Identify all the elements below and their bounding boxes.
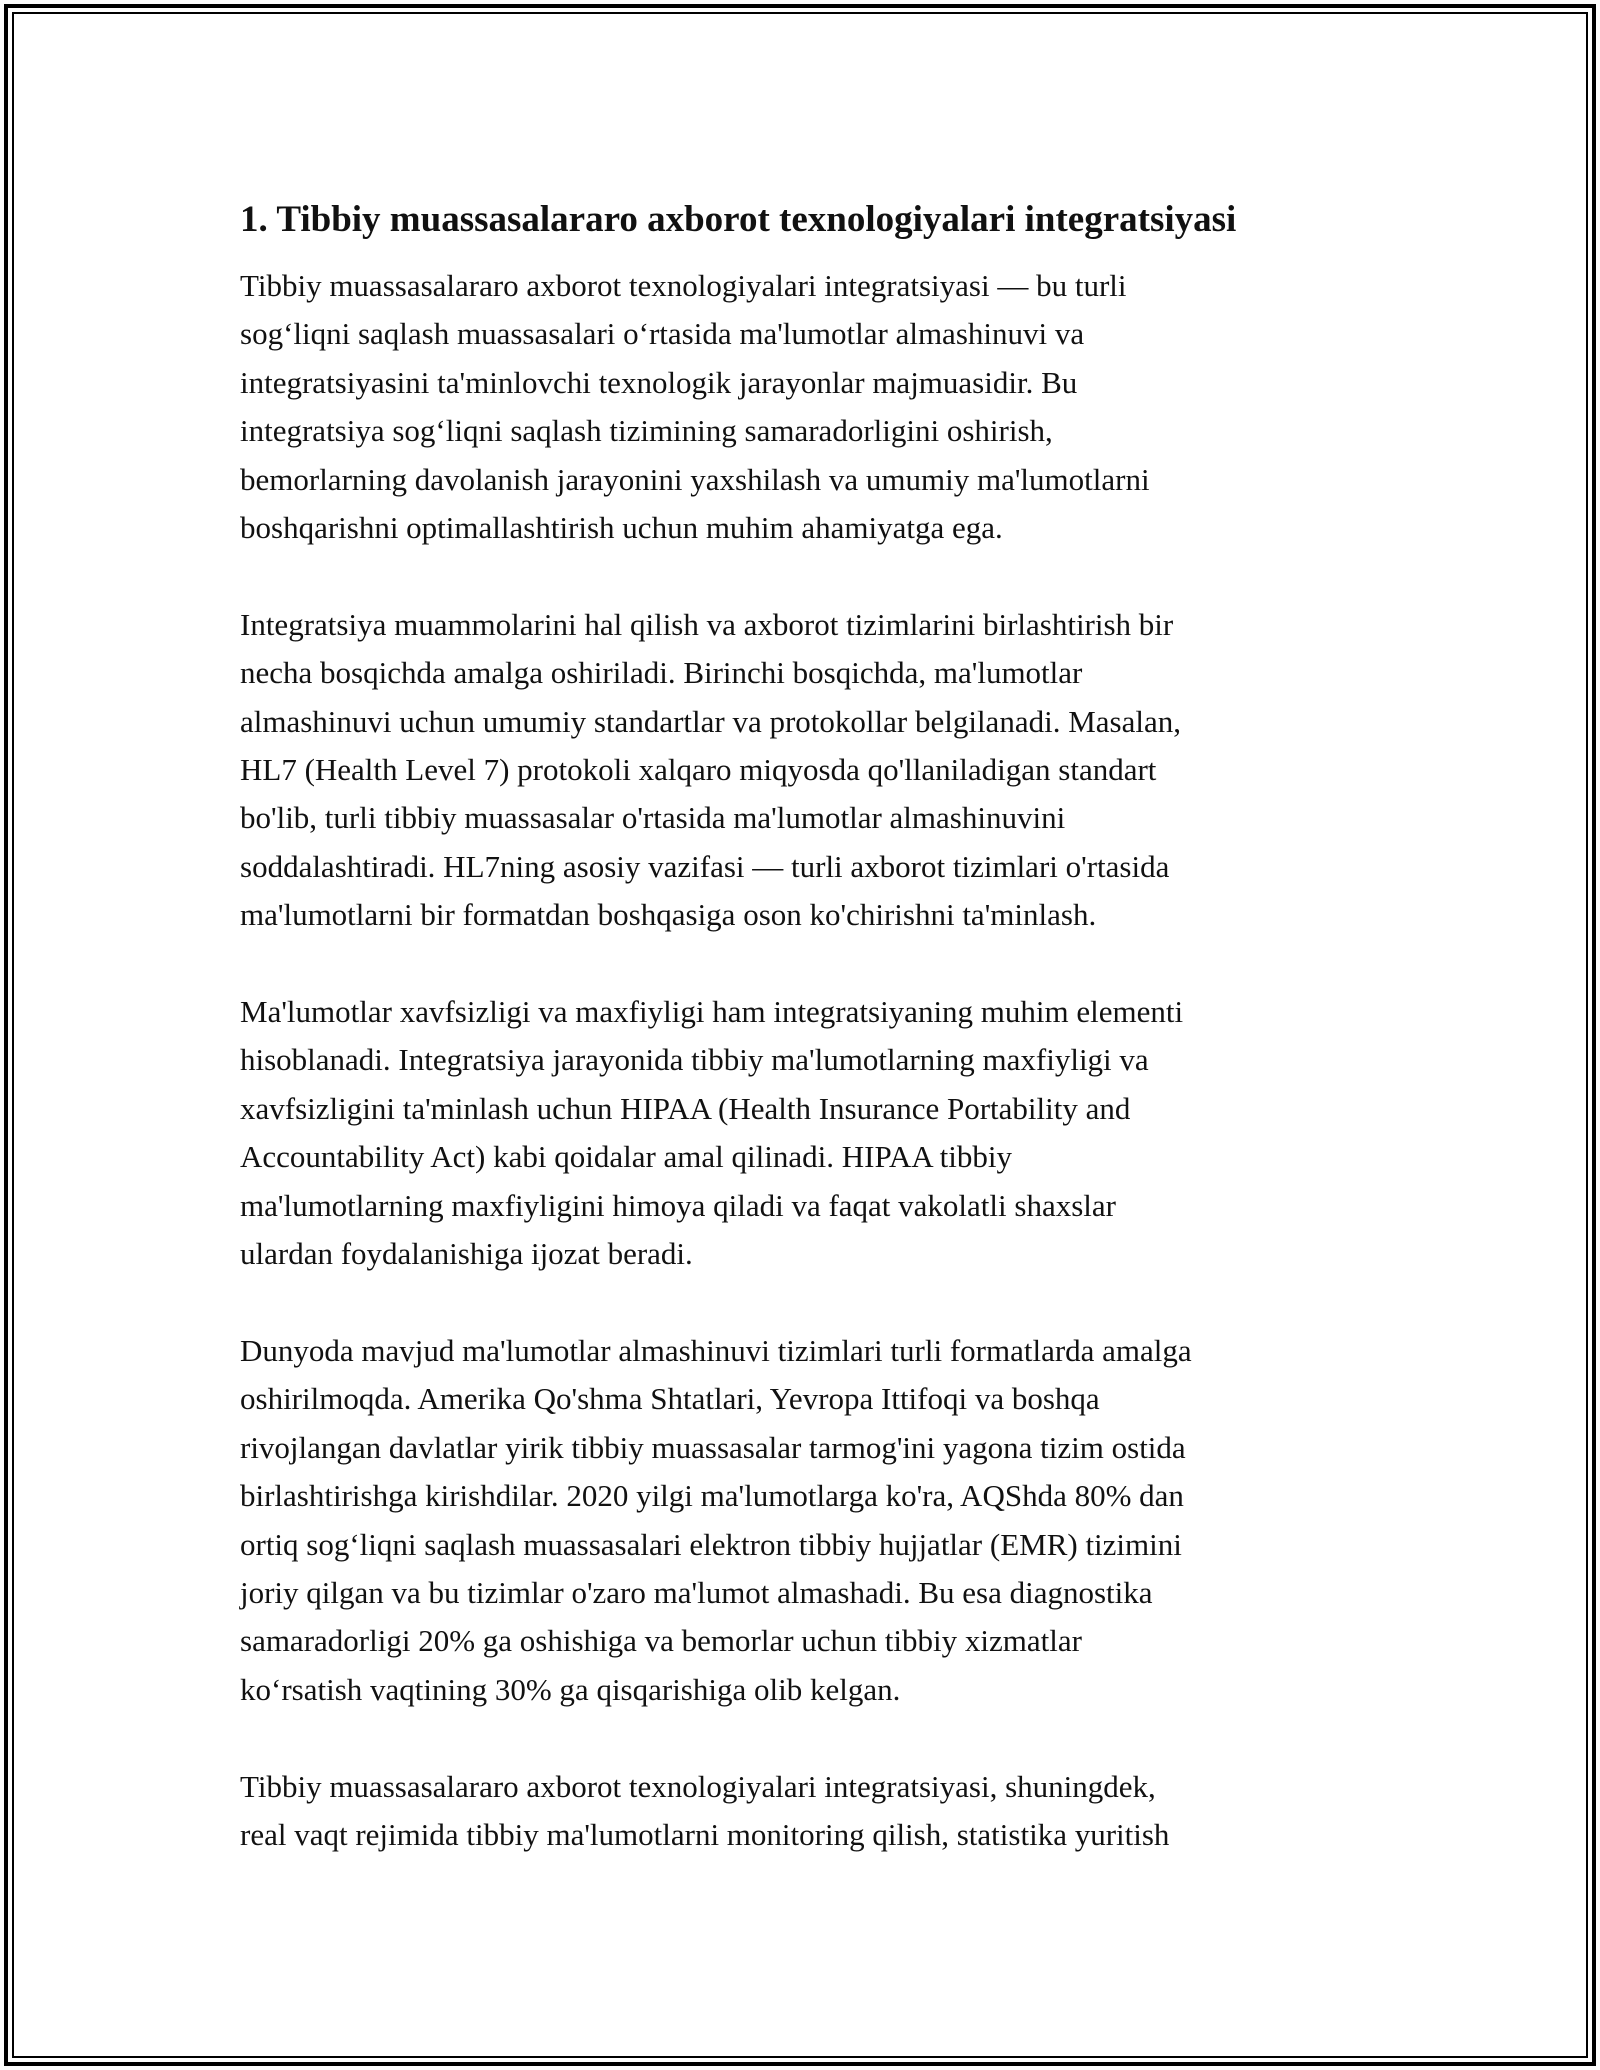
page-inner-border: [12, 12, 1588, 2058]
paragraph-data-security: Ma'lumotlar xavfsizligi va maxfiyligi ham integratsiyaning muhim elementi hisoblanadi. Integratsiya jarayonida tibbiy ma'lumotlarning maxfiyligi va xavfsizligini ta'minlash uchun HIPAA (Health Insurance Portability and Accountability Act) kabi qoidalar amal qilinadi. HIPAA tibbiy ma'lumotlarning maxfiyligini himoya qiladi va faqat vakolatli shaxslar ulardan foydalanishiga ijozat beradi.: [240, 994, 1184, 1272]
paragraph-integration-stages: Integratsiya muammolarini hal qilish va axborot tizimlarini birlashtirish bir necha bosqichda amalga oshiriladi. Birinchi bosqichda, ma'lumotlar almashinuvi uchun umumiy standartlar va protokollar belgilanadi. Masalan, HL7 (Health Level 7) protokoli xalqaro miqyosda qo'llaniladigan standart bo'lib, turli tibbiy muassasalar o'rtasida ma'lumotlar almashinuvini soddalashtiradi. HL7ning asosiy vazifasi — turli axborot tizimlari o'rtasida ma'lumotlarni bir formatdan boshqasiga oson ko'chirishni ta'minlash.: [240, 606, 1181, 933]
section-heading: 1. Tibbiy muassasalararo axborot texnologiyalari integratsiyasi: [240, 199, 1237, 240]
paragraph-realtime-monitoring: Tibbiy muassasalararo axborot texnologiyalari integratsiyasi, shuningdek, real vaqt rejimida tibbiy ma'lumotlarni monitoring qilish, statistika yuritish: [240, 1768, 1170, 1852]
document-body: [240, 196, 1380, 1908]
paragraph-global-systems: Dunyoda mavjud ma'lumotlar almashinuvi tizimlari turli formatlarda amalga oshirilmoqda. Amerika Qo'shma Shtatlari, Yevropa Ittifoqi va boshqa rivojlangan davlatlar yirik tibbiy muassasalar tarmog'ini yagona tizim ostida birlashtirishga kirishdilar. 2020 yilgi ma'lumotlarga ko'ra, AQShda 80% dan ortiq sog‘liqni saqlash muassasalari elektron tibbiy hujjatlar (EMR) tizimini joriy qilgan va bu tizimlar o'zaro ma'lumot almashadi. Bu esa diagnostika samaradorligi 20% ga oshishiga va bemorlar uchun tibbiy xizmatlar ko‘rsatish vaqtining 30% ga qisqarishiga olib kelgan.: [240, 1332, 1192, 1707]
paragraph-intro: Tibbiy muassasalararo axborot texnologiyalari integratsiyasi — bu turli sog‘liqni saqlash muassasalari o‘rtasida ma'lumotlar almashinuvi va integratsiyasini ta'minlovchi texnologik jarayonlar majmuasidir. Bu integratsiya sog‘liqni saqlash tizimining samaradorligini oshirish, bemorlarning davolanish jarayonini yaxshilash va umumiy ma'lumotlarni boshqarishni optimallashtirish uchun muhim ahamiyatga ega.: [240, 268, 1150, 546]
page-outer-border: [4, 4, 1596, 2066]
